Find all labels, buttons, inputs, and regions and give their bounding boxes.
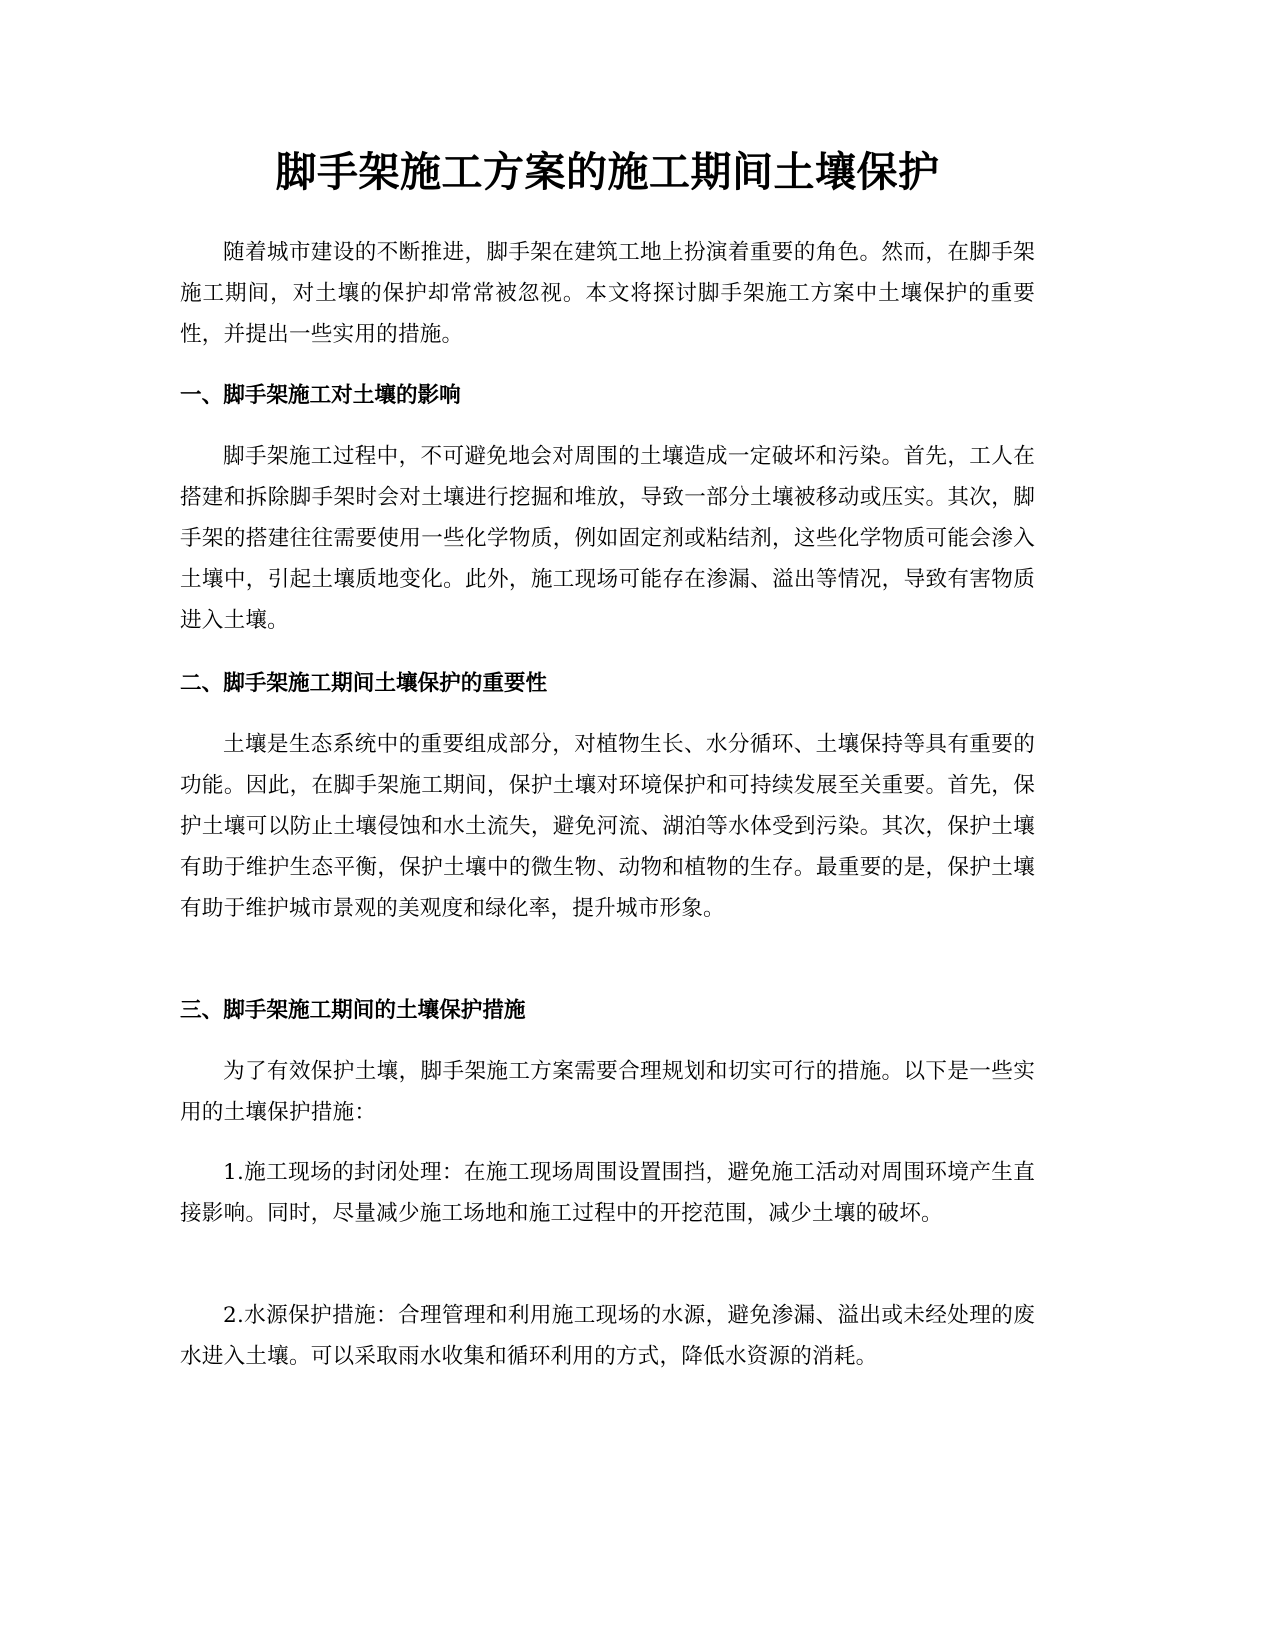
section-1-heading: 一、脚手架施工对土壤的影响 (180, 383, 461, 408)
section-3-paragraph-1: 为了有效保护土壤，脚手架施工方案需要合理规划和切实可行的措施。以下是一些实用的土壤保护措施： (180, 1059, 1035, 1125)
document-title: 脚手架施工方案的施工期间土壤保护 (275, 148, 940, 196)
section-1-paragraph-1: 脚手架施工过程中，不可避免地会对周围的土壤造成一定破坏和污染。首先，工人在搭建和拆除脚手架时会对土壤进行挖掘和堆放，导致一部分土壤被移动或压实。其次，脚手架的搭建往往需要使用一些化学物质，例如固定剂或粘结剂，这些化学物质可能会渗入土壤中，引起土壤质地变化。此外，施工现场可能存在渗漏、溢出等情况，导致有害物质进入土壤。 (180, 444, 1035, 633)
section-2-heading: 二、脚手架施工期间土壤保护的重要性 (180, 671, 548, 696)
section-3-paragraph-3: 2.水源保护措施：合理管理和利用施工现场的水源，避免渗漏、溢出或未经处理的废水进入土壤。可以采取雨水收集和循环利用的方式，降低水资源的消耗。 (180, 1303, 1035, 1369)
section-3-heading: 三、脚手架施工期间的土壤保护措施 (180, 998, 526, 1023)
section-3-paragraph-2: 1.施工现场的封闭处理：在施工现场周围设置围挡，避免施工活动对周围环境产生直接影响。同时，尽量减少施工场地和施工过程中的开挖范围，减少土壤的破坏。 (180, 1160, 1035, 1226)
section-2-paragraph-1: 土壤是生态系统中的重要组成部分，对植物生长、水分循环、土壤保持等具有重要的功能。因此，在脚手架施工期间，保护土壤对环境保护和可持续发展至关重要。首先，保护土壤可以防止土壤侵蚀和水土流失，避免河流、湖泊等水体受到污染。其次，保护土壤有助于维护生态平衡，保护土壤中的微生物、动物和植物的生存。最重要的是，保护土壤有助于维护城市景观的美观度和绿化率，提升城市形象。 (180, 732, 1035, 921)
intro-paragraph: 随着城市建设的不断推进，脚手架在建筑工地上扮演着重要的角色。然而，在脚手架施工期间，对土壤的保护却常常被忽视。本文将探讨脚手架施工方案中土壤保护的重要性，并提出一些实用的措施。 (180, 240, 1035, 347)
